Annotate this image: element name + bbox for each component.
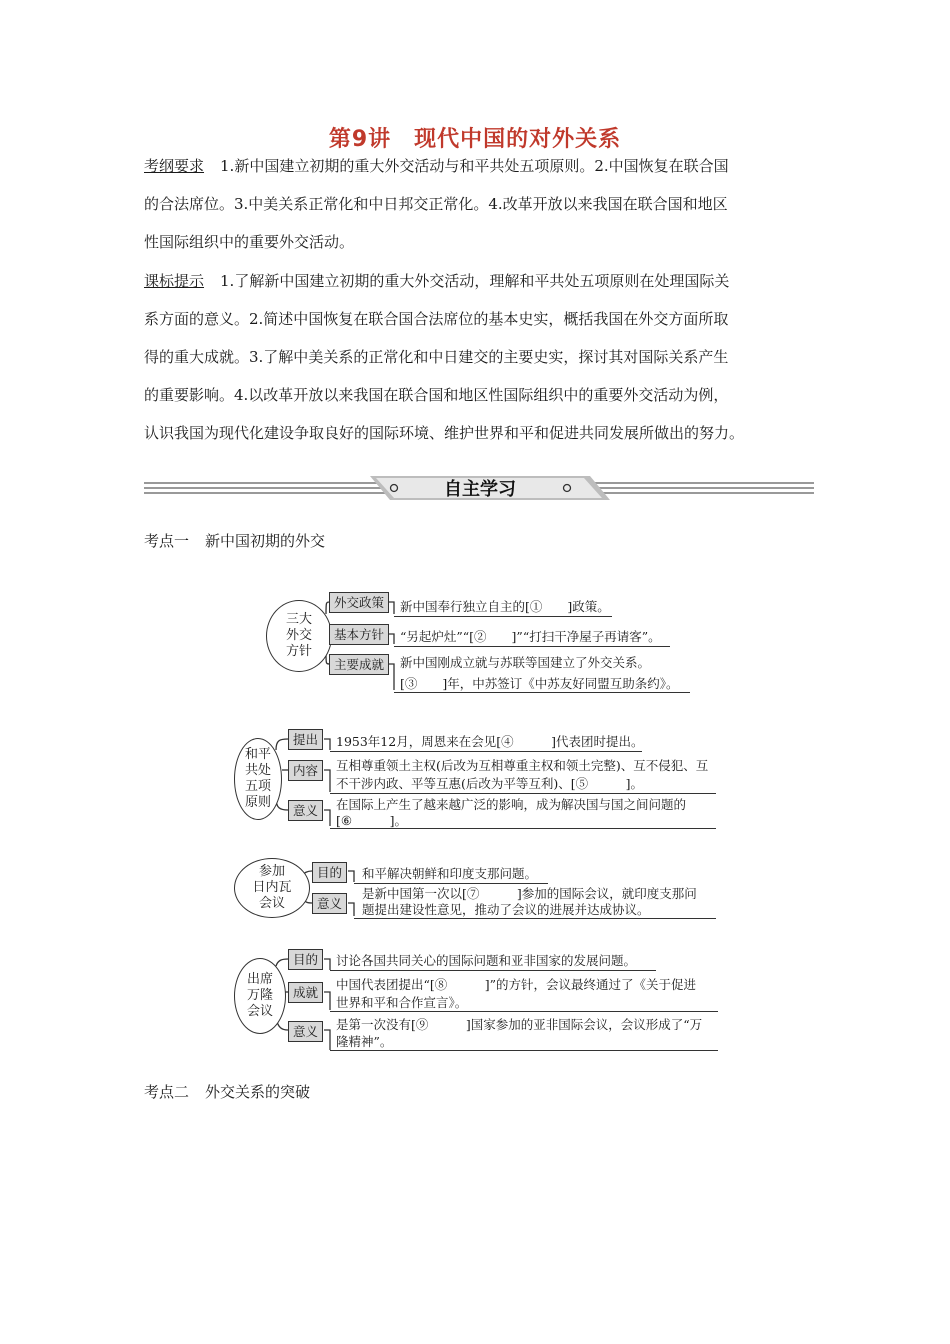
diagram-4-underline-2 [330, 1011, 718, 1012]
syllabus-requirements [144, 147, 810, 261]
diagram-2-tag-content: 内容 [288, 760, 323, 781]
diagram-2-underline-2 [330, 793, 716, 794]
diagram-geneva-conference [232, 858, 720, 920]
diagram-1-underline-3 [394, 692, 690, 693]
diagram-4-text-significance-2: 隆精神”。 [336, 1034, 393, 1049]
diagram-2-text-content-2: 不干涉内政、平等互惠(后改为平等互利)、[⑤ ]。 [336, 776, 644, 791]
diagram-3-underline-2 [354, 918, 716, 919]
diagram-3-text-purpose: 和平解决朝鲜和印度支那问题。 [362, 866, 538, 881]
hints-line-1: 课标提示 1.了解新中国建立初期的重大外交活动，理解和平共处五项原则在处理国际关 [144, 272, 730, 290]
section-1-number: 考点一 [144, 532, 190, 550]
diagram-2-text-content: 互相尊重领土主权(后改为互相尊重主权和领土完整)、互不侵犯、互 [336, 758, 709, 773]
diagram-1-tag-principle: 基本方针 [329, 624, 389, 645]
hints-line-3: 得的重大成就。3.了解中美关系的正常化和中日建交的主要史实，探讨其对国际关系产生 [144, 348, 729, 366]
section-2-number: 考点二 [144, 1083, 190, 1101]
diagram-4-text-purpose: 讨论各国共同关心的国际问题和亚非国家的发展问题。 [336, 953, 637, 968]
diagram-1-center: 三大 外交 方针 [266, 600, 332, 672]
diagram-2-underline-3 [330, 828, 716, 829]
requirements-line-2: 的合法席位。3.中美关系正常化和中日邦交正常化。4.改革开放以来我国在联合国和地区 [144, 195, 728, 213]
diagram-2-center: 和平 共处 五项 原则 [234, 738, 282, 820]
diagram-4-tag-significance: 意义 [288, 1021, 323, 1042]
diagram-2-underline-1 [330, 751, 642, 752]
diagram-1-text-principle: “另起炉灶”“[② ]”“打扫干净屋子再请客”。 [400, 629, 661, 644]
diagram-3-text-significance-2: 题提出建设性意见，推动了会议的进展并达成协议。 [362, 902, 650, 917]
diagram-five-principles [232, 726, 720, 832]
requirements-line-3: 性国际组织中的重要外交活动。 [144, 233, 355, 251]
diagram-2-text-proposed: 1953年12月，周恩来在会见[④ ]代表团时提出。 [336, 734, 644, 749]
diagram-4-text-significance: 是第一次没有[⑨ ]国家参加的亚非国际会议，会议形成了“万 [336, 1017, 703, 1032]
diagram-1-text-policy: 新中国奉行独立自主的[① ]政策。 [400, 599, 610, 614]
section-1-title: 新中国初期的外交 [205, 532, 326, 550]
diagram-4-tag-achievement: 成就 [288, 982, 323, 1003]
diagram-1-underline-2 [394, 646, 670, 647]
page-title: 第9讲 现代中国的对外关系 [328, 127, 622, 152]
diagram-3-tag-significance: 意义 [312, 893, 347, 914]
hints-label: 课标提示 [144, 272, 205, 290]
diagram-3-tag-purpose: 目的 [312, 862, 347, 883]
diagram-2-text-significance: 在国际上产生了越来越广泛的影响，成为解决国与国之间问题的 [336, 797, 687, 812]
diagram-4-tag-purpose: 目的 [288, 949, 323, 970]
diagram-three-policies [266, 592, 696, 696]
diagram-3-underline-1 [354, 883, 548, 884]
diagram-4-center: 出席 万隆 会议 [234, 958, 286, 1034]
diagram-1-tag-policy: 外交政策 [329, 592, 389, 613]
diagram-3-text-significance: 是新中国第一次以[⑦ ]参加的国际会议，就印度支那问 [362, 886, 697, 901]
diagram-1-text-achievement-2: [③ ]年，中苏签订《中苏友好同盟互助条约》。 [400, 676, 679, 691]
diagram-1-text-achievement: 新中国刚成立就与苏联等国建立了外交关系。 [400, 655, 651, 670]
diagram-1-underline-1 [394, 616, 612, 617]
hints-line-5: 认识我国为现代化建设争取良好的国际环境、维护世界和平和促进共同发展所做出的努力。 [144, 424, 745, 442]
diagram-3-center: 参加 日内瓦 会议 [234, 858, 310, 918]
hints-line-2: 系方面的意义。2.简述中国恢复在联合国合法席位的基本史实，概括我国在外交方面所取 [144, 310, 729, 328]
banner-graphic [144, 472, 814, 504]
diagram-4-text-achievement: 中国代表团提出“[⑧ ]”的方针，会议最终通过了《关于促进 [336, 977, 697, 992]
section-2-heading [144, 1081, 310, 1102]
diagram-4-text-achievement-2: 世界和平和合作宣言》。 [336, 995, 468, 1010]
section-2-title: 外交关系的突破 [205, 1083, 311, 1101]
diagram-2-tag-significance: 意义 [288, 800, 323, 821]
diagram-2-text-significance-2: [⑥ ]。 [336, 813, 407, 828]
diagram-2-tag-proposed: 提出 [288, 729, 323, 750]
requirements-line-1: 考纲要求 1.新中国建立初期的重大外交活动与和平共处五项原则。2.中国恢复在联合国 [144, 157, 729, 175]
hints-line-4: 的重要影响。4.以改革开放以来我国在联合国和地区性国际组织中的重要外交活动为例， [144, 386, 729, 404]
section-1-heading [144, 530, 325, 551]
diagram-4-underline-3 [330, 1050, 718, 1051]
requirements-label: 考纲要求 [144, 157, 205, 175]
diagram-4-underline-1 [330, 970, 656, 971]
diagram-bandung-conference [232, 944, 722, 1054]
diagram-1-tag-achievement: 主要成就 [329, 654, 389, 675]
self-study-banner [144, 472, 814, 504]
curriculum-hints [144, 262, 810, 452]
banner-label: 自主学习 [444, 479, 516, 500]
